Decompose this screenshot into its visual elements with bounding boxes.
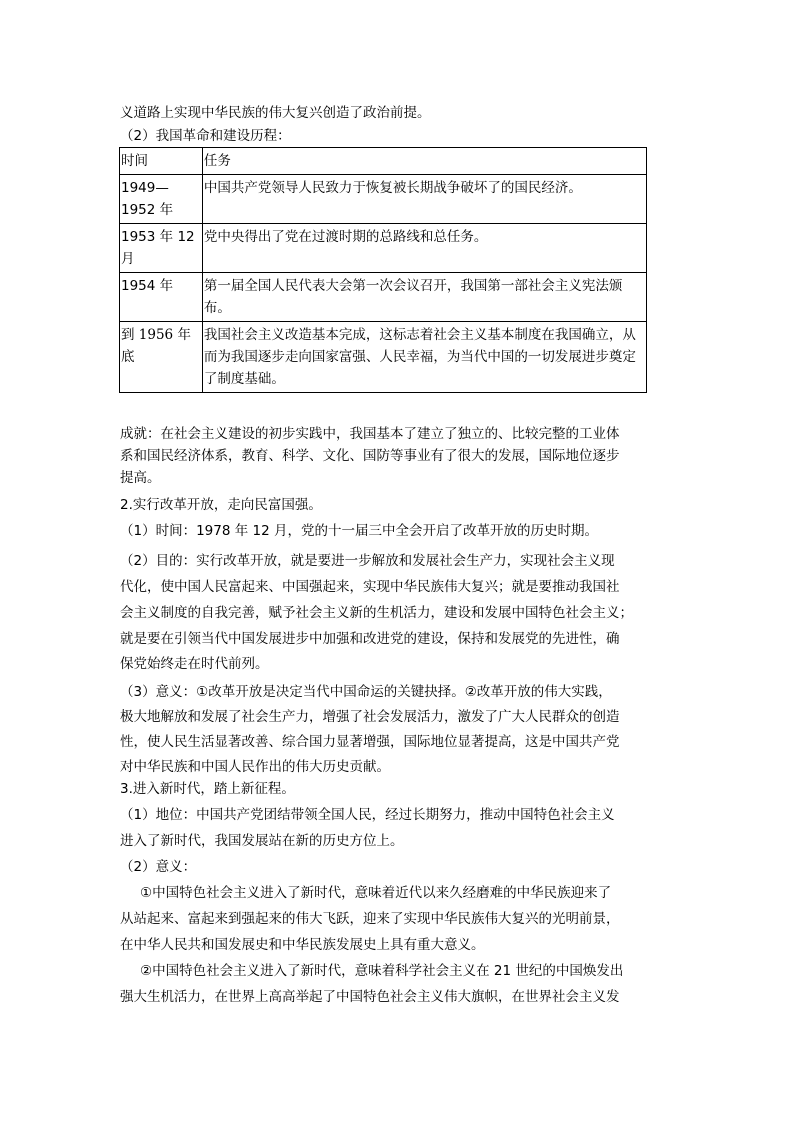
paragraph-line: 对中华民族和中国人民作出的伟大历史贡献。 — [120, 759, 390, 775]
paragraph-line: 性，使人民生活显著改善、综合国力显著增强，国际地位显著提高，这是中国共产党 — [120, 734, 620, 750]
header-cell-task: 任务 — [202, 148, 646, 175]
cell-task: 我国社会主义改造基本完成，这标志着社会主义基本制度在我国确立，从而为我国逐步走向国家富强、人民幸福，为当代中国的一切发展进步奠定了制度基础。 — [202, 322, 646, 393]
paragraph-line: ①中国特色社会主义进入了新时代，意味着近代以来久经磨难的中华民族迎来了 — [140, 885, 612, 901]
paragraph-line: 成就：在社会主义建设的初步实践中，我国基本了建立了独立的、比较完整的工业体 — [120, 426, 620, 442]
paragraph-line: （3）意义：①改革开放是决定当代中国命运的关键抉择。②改革开放的伟大实践， — [120, 684, 612, 700]
section-heading: （2）我国革命和建设历程： — [120, 128, 291, 144]
cell-task: 党中央得出了党在过渡时期的总路线和总任务。 — [202, 224, 646, 273]
paragraph-line: 就是要在引领当代中国发展进步中加强和改进党的建设，保持和发展党的先进性，确 — [120, 631, 620, 647]
paragraph-line: 从站起来、富起来到强起来的伟大飞跃，迎来了实现中华民族伟大复兴的光明前景， — [120, 911, 620, 927]
table-row — [120, 224, 647, 273]
table-header-row — [120, 148, 647, 175]
paragraph-line: （1）时间：1978 年 12 月，党的十一届三中全会开启了改革开放的历史时期。 — [120, 523, 598, 539]
cell-time: 1954 年 — [120, 273, 203, 322]
table-row — [120, 175, 647, 224]
table-row — [120, 322, 647, 393]
paragraph-line: 提高。 — [120, 470, 161, 486]
cell-task: 中国共产党领导人民致力于恢复被长期战争破坏了的国民经济。 — [202, 175, 646, 224]
paragraph-line: （2）意义： — [120, 859, 197, 875]
paragraph-line: 义道路上实现中华民族的伟大复兴创造了政治前提。 — [120, 105, 431, 121]
table-row — [120, 273, 647, 322]
paragraph-line: （2）目的：实行改革开放，就是要进一步解放和发展社会生产力，实现社会主义现 — [120, 553, 615, 569]
cell-time: 到 1956 年底 — [120, 322, 203, 393]
paragraph-line: （1）地位：中国共产党团结带领全国人民，经过长期努力，推动中国特色社会主义 — [120, 807, 615, 823]
section-heading: 3.进入新时代，踏上新征程。 — [120, 781, 295, 797]
cell-time: 1953 年 12 月 — [120, 224, 203, 273]
section-heading: 2.实行改革开放，走向民富国强。 — [120, 497, 322, 513]
paragraph-line: 在中华人民共和国发展史和中华民族发展史上具有重大意义。 — [120, 937, 485, 953]
cell-time: 1949—1952 年 — [120, 175, 203, 224]
paragraph-line: 系和国民经济体系，教育、科学、文化、国防等事业有了很大的发展，国际地位逐步 — [120, 448, 620, 464]
paragraph-line: 进入了新时代，我国发展站在新的历史方位上。 — [120, 833, 404, 849]
paragraph-line: 代化，使中国人民富起来、中国强起来，实现中华民族伟大复兴；就是要推动我国社 — [120, 579, 620, 595]
history-table — [119, 147, 647, 393]
paragraph-line: ②中国特色社会主义进入了新时代，意味着科学社会主义在 21 世纪的中国焕发出 — [140, 963, 624, 979]
cell-task: 第一届全国人民代表大会第一次会议召开，我国第一部社会主义宪法颁布。 — [202, 273, 646, 322]
paragraph-line: 保党始终走在时代前列。 — [120, 656, 269, 672]
paragraph-line: 强大生机活力，在世界上高高举起了中国特色社会主义伟大旗帜，在世界社会主义发 — [120, 989, 620, 1005]
paragraph-line: 会主义制度的自我完善，赋予社会主义新的生机活力，建设和发展中国特色社会主义； — [120, 605, 633, 621]
header-cell-time: 时间 — [120, 148, 203, 175]
paragraph-line: 极大地解放和发展了社会生产力，增强了社会发展活力，激发了广大人民群众的创造 — [120, 709, 620, 725]
